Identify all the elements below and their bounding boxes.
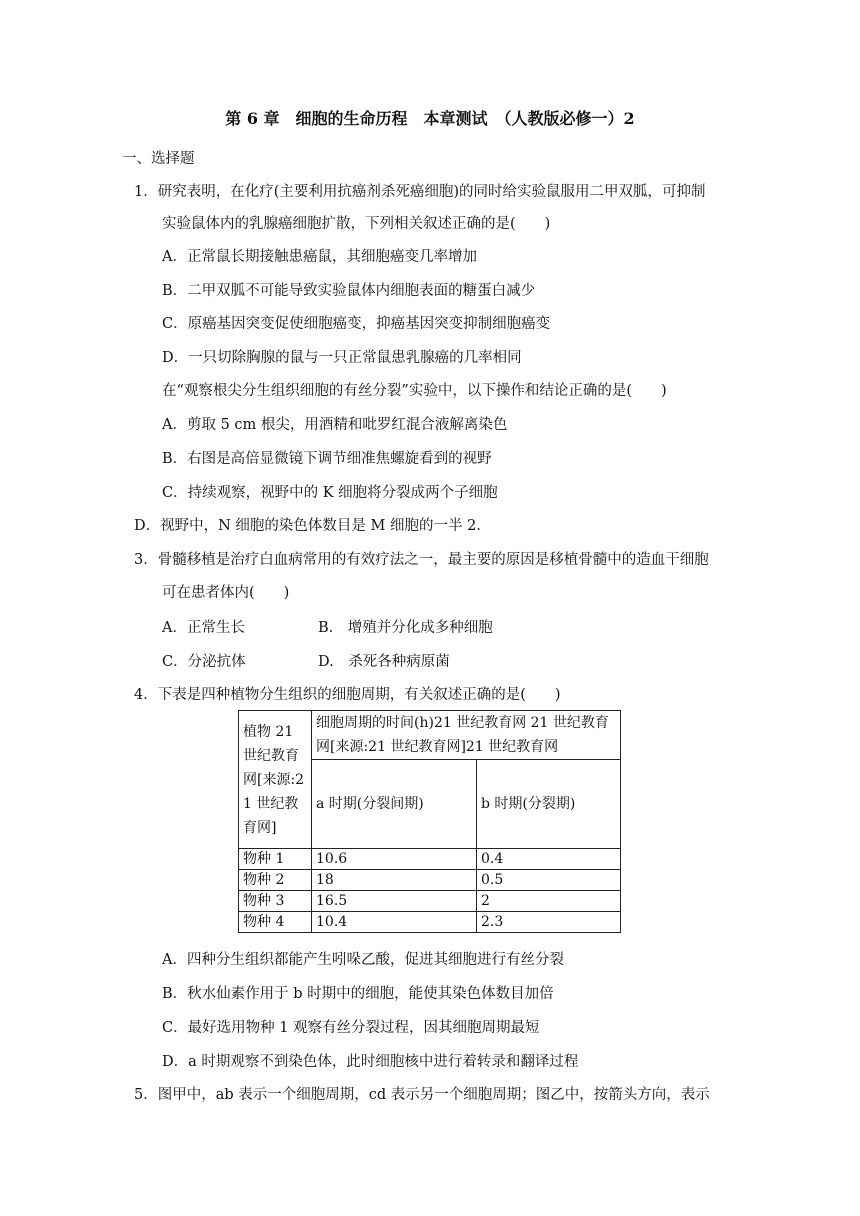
b-period-value: 2 (477, 891, 621, 912)
q1-option-b: B．二甲双胍不可能导致实验鼠体内细胞表面的糖蛋白减少 (162, 283, 536, 299)
q2-option-b: B．右图是高倍显微镜下调节细准焦螺旋看到的视野 (162, 451, 492, 467)
a-period-value: 16.5 (312, 891, 477, 912)
table-row (239, 870, 621, 891)
q4-stem: 4．下表是四种植物分生组织的细胞周期，有关叙述正确的是( ) (134, 687, 561, 703)
b-period-value: 0.4 (477, 849, 621, 870)
a-period-value: 10.4 (312, 912, 477, 933)
q3-stem-line2: 可在患者体内( ) (162, 585, 290, 601)
cell-cycle-table (238, 710, 621, 933)
b-period-value: 0.5 (477, 870, 621, 891)
species-name: 物种 4 (239, 912, 312, 933)
q5-stem-line1: 5．图甲中，ab 表示一个细胞周期，cd 表示另一个细胞周期；图乙中，按箭头方向，表示 (134, 1087, 710, 1103)
a-period-value: 10.6 (312, 849, 477, 870)
table-row (239, 849, 621, 870)
section-heading: 一、选择题 (122, 151, 195, 167)
q2-option-c: C．持续观察，视野中的 K 细胞将分裂成两个子细胞 (162, 485, 498, 501)
q1-option-d: D．一只切除胸腺的鼠与一只正常鼠患乳腺癌的几率相同 (162, 350, 522, 366)
q1-stem-line2: 实验鼠体内的乳腺癌细胞扩散，下列相关叙述正确的是( ) (162, 216, 551, 232)
table-header-a-period: a 时期(分裂间期) (312, 760, 477, 849)
q1-stem-line1: 1．研究表明，在化疗(主要利用抗癌剂杀死癌细胞)的同时给实验鼠服用二甲双胍，可抑制 (134, 184, 706, 200)
table-header-plant: 植物 21 世纪教育网[来源:21 世纪教育网] (239, 711, 312, 849)
species-name: 物种 1 (239, 849, 312, 870)
document-title: 第 6 章 细胞的生命历程 本章测试 （人教版必修一）2 (225, 109, 635, 128)
b-period-value: 2.3 (477, 912, 621, 933)
species-name: 物种 2 (239, 870, 312, 891)
q2-option-d: D．视野中，N 细胞的染色体数目是 M 细胞的一半 2． (134, 518, 491, 534)
q3-option-a: A．正常生长 (162, 620, 245, 636)
table-row (239, 912, 621, 933)
q2-stem: 在“观察根尖分生组织细胞的有丝分裂”实验中，以下操作和结论正确的是( ) (162, 383, 667, 399)
q3-stem-line1: 3．骨髓移植是治疗白血病常用的有效疗法之一，最主要的原因是移植骨髓中的造血干细胞 (134, 552, 709, 568)
a-period-value: 18 (312, 870, 477, 891)
q4-option-a: A．四种分生组织都能产生吲哚乙酸，促进其细胞进行有丝分裂 (162, 952, 564, 968)
table-header-b-period: b 时期(分裂期) (477, 760, 621, 849)
q3-option-d: D. 杀死各种病原菌 (318, 654, 450, 670)
q3-option-b: B. 增殖并分化成多种细胞 (318, 620, 493, 636)
q2-option-a: A．剪取 5 cm 根尖，用酒精和吡罗红混合液解离染色 (162, 417, 508, 433)
species-name: 物种 3 (239, 891, 312, 912)
q1-option-c: C．原癌基因突变促使细胞癌变，抑癌基因突变抑制细胞癌变 (162, 316, 551, 332)
q4-option-d: D．a 时期观察不到染色体，此时细胞核中进行着转录和翻译过程 (162, 1054, 579, 1070)
q1-option-a: A．正常鼠长期接触患癌鼠，其细胞癌变几率增加 (162, 249, 477, 265)
table-row (239, 891, 621, 912)
q4-option-c: C．最好选用物种 1 观察有丝分裂过程，因其细胞周期最短 (162, 1020, 540, 1036)
table-header-cycle-time: 细胞周期的时间(h)21 世纪教育网 21 世纪教育网[来源:21 世纪教育网]21 世纪教育网 (312, 711, 621, 760)
q3-option-c: C．分泌抗体 (162, 654, 246, 670)
q4-option-b: B．秋水仙素作用于 b 时期中的细胞，能使其染色体数目加倍 (162, 986, 554, 1002)
